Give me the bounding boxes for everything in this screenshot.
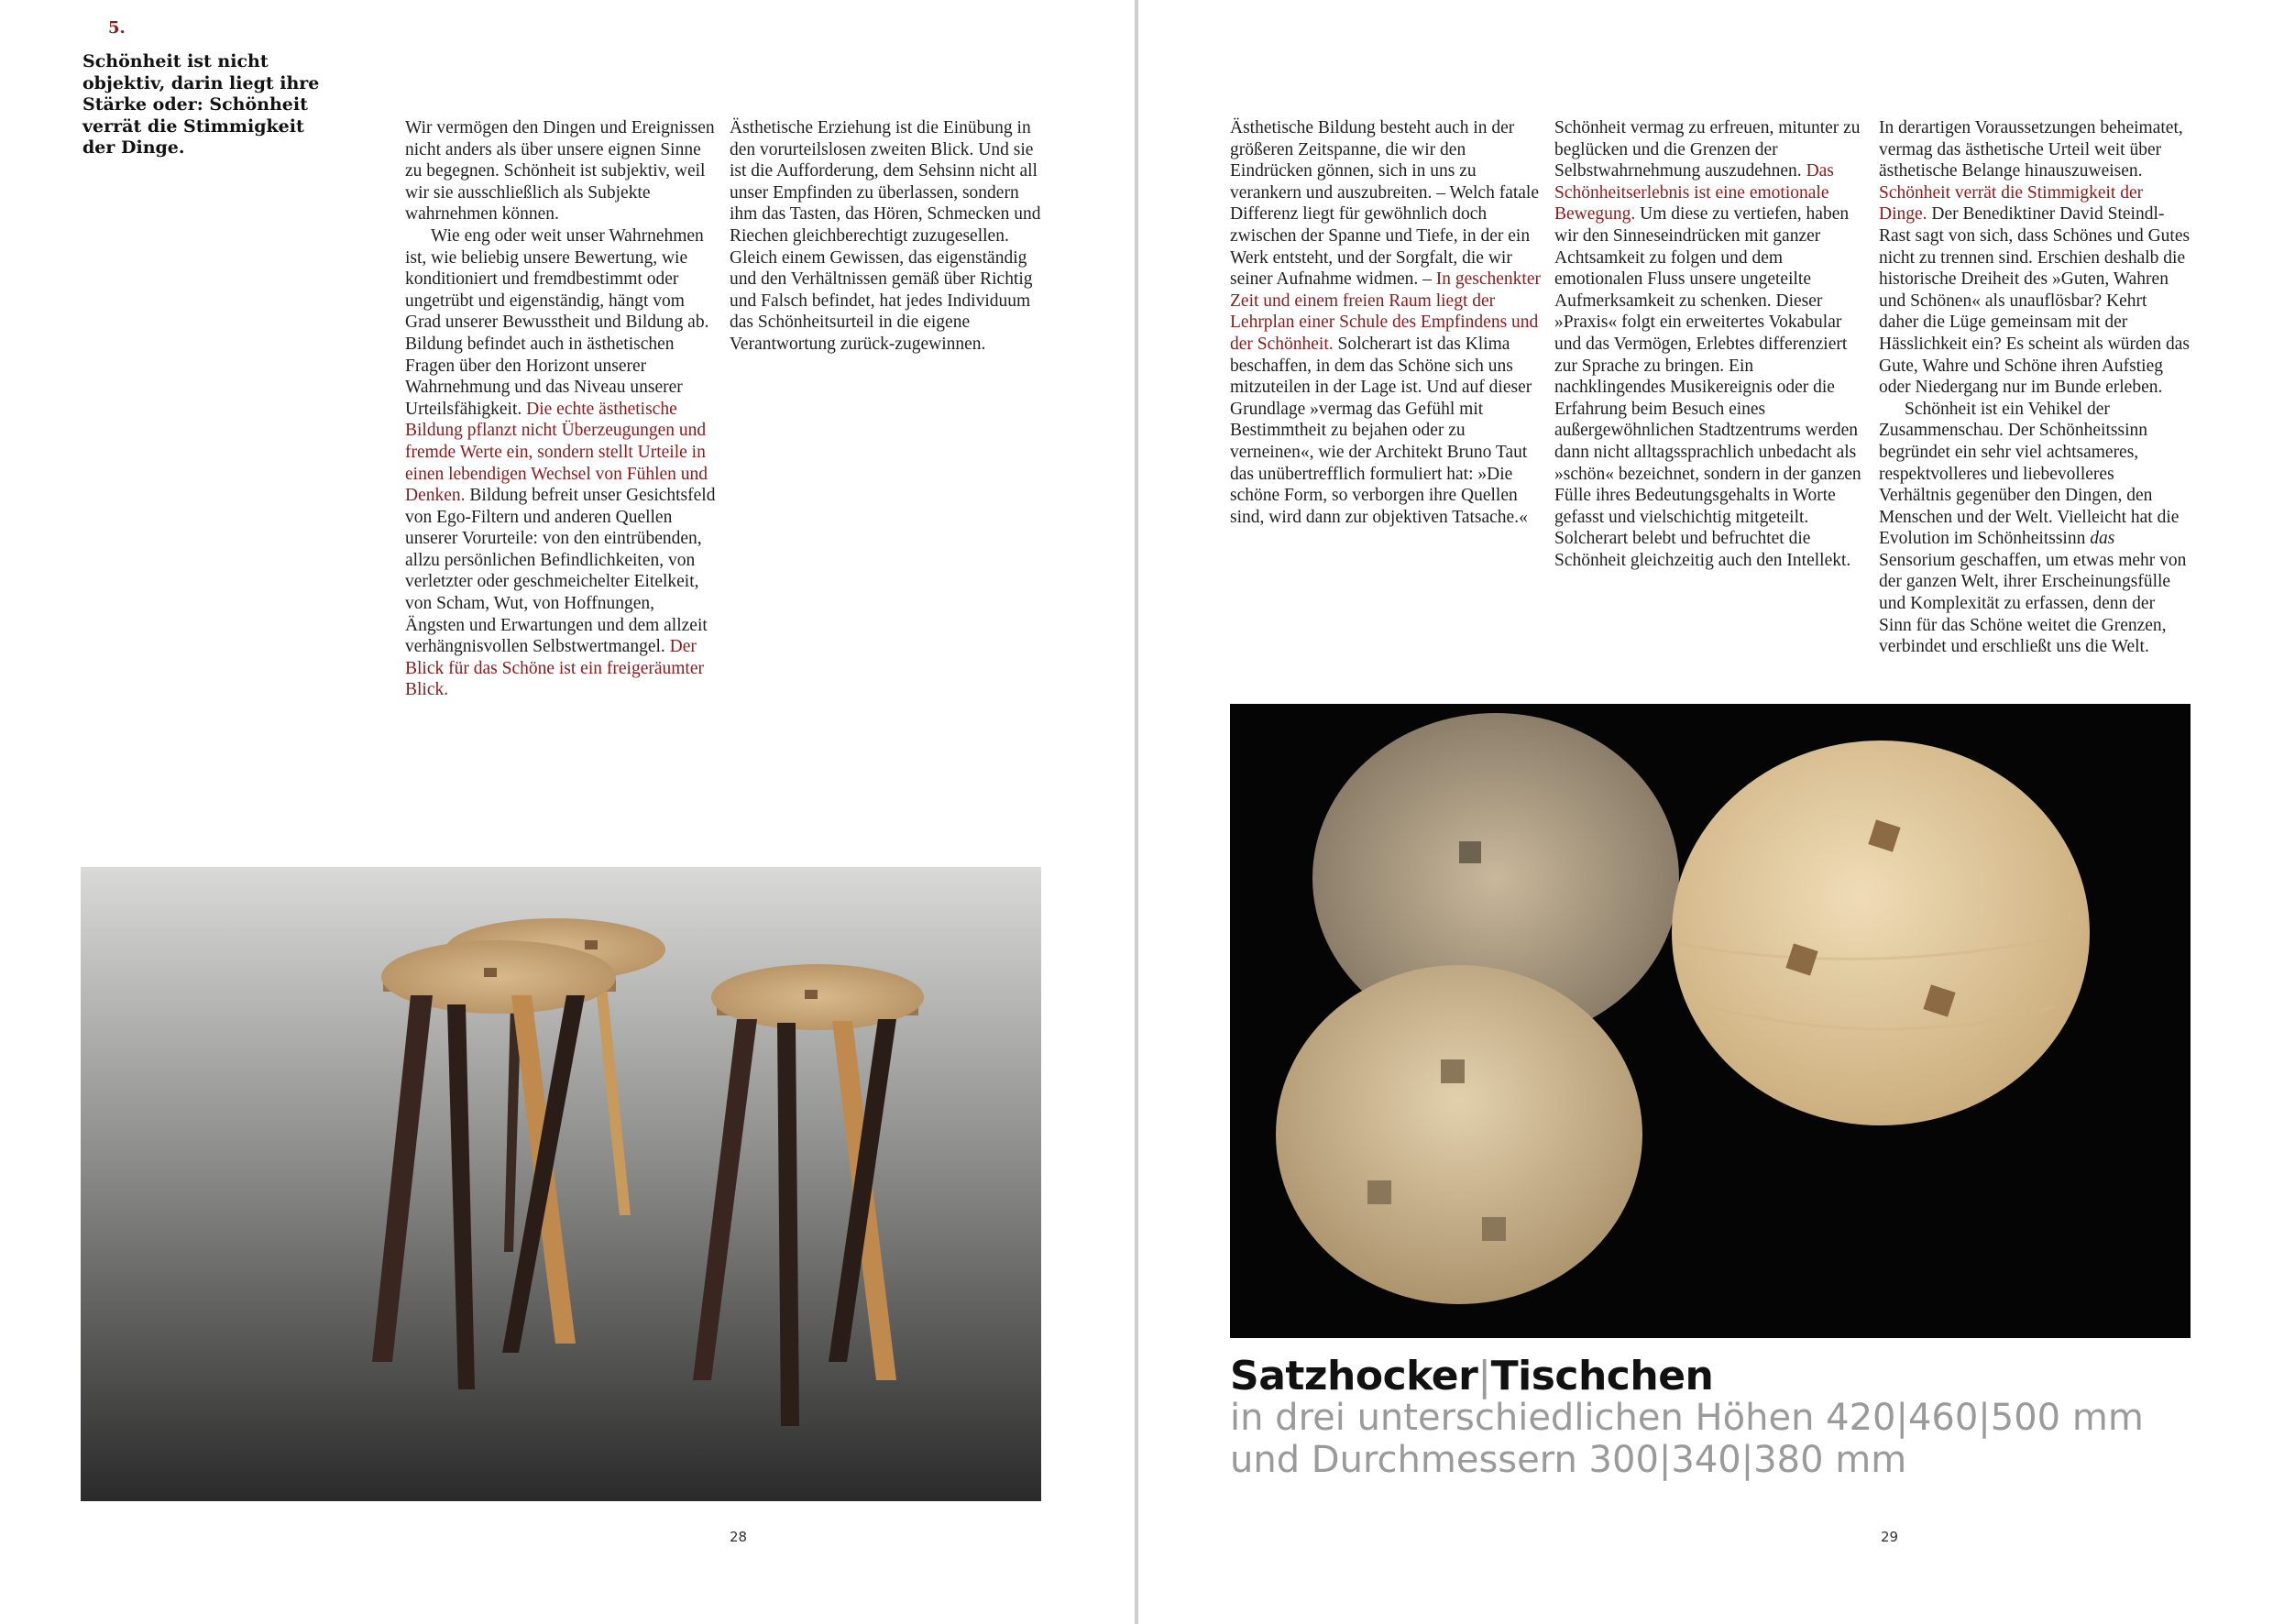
highlight-text: In geschenkter Zeit und einem freien Raum liegt der Lehrplan einer Schule des Empfindens und der Schönheit.	[1230, 269, 1541, 354]
section-number: 5.	[108, 18, 126, 38]
paragraph: Schönheit vermag zu erfreuen, mitunter zu beglücken und die Grenzen der Selbstwahrnehmung auszudehnen. Das Schönheitserlebnis ist eine emotionale Bewegung. Um diese zu vertiefen, haben wir den Sinneseindrücken mit ganzer Achtsamkeit zu folgen und dem emotionalen Fluss unsere ungeteilte Aufmerksamkeit zu schenken. Dieser »Praxis« folgt ein erweitertes Vokabular und das Vermögen, Erlebtes differenziert zur Sprache zu bringen. Ein nachklingendes Musikereignis oder die Erfahrung beim Besuch eines außergewöhnlichen Stadtzentrums werden dann nicht alltagssprachlich unbedacht als »schön« bezeichnet, sondern in der ganzen Fülle ihres Bedeutungsgehalts in Worte gefasst und vielschichtig mitgeteilt. Solcherart belebt und befruchtet die Schönheit gleichzeitig auch den Intellekt.	[1554, 118, 1861, 570]
paragraph: In derartigen Voraussetzungen beheimatet, vermag das ästhetische Urteil weit über ästhetische Belange hinauszuweisen. Schönheit verrät die Stimmigkeit der Dinge. Der Benediktiner David Steindl-Rast sagt von sich, dass Schönes und Gutes nicht zu trennen sind. Erschien deshalb die historische Dreiheit des »Guten, Wahren und Schönen« als unauflösbar? Kehrt daher die Lüge gemeinsam mit der Hässlichkeit ein? Es scheint als würden das Gute, Wahre und Schöne ihren Aufstieg oder Niedergang nur im Bunde erleben.	[1879, 118, 2191, 398]
highlight-text: Das Schönheitserlebnis ist eine emotionale Bewegung.	[1554, 161, 1834, 225]
text-column-right-3	[1879, 117, 2191, 658]
text-column-right-1	[1230, 117, 1542, 528]
paragraph: Wir vermögen den Dingen und Ereignissen nicht anders als über unsere eignen Sinne zu begegnen. Schönheit ist subjektiv, weil wir sie ausschließlich als Subjekte wahrnehmen können.	[405, 118, 715, 225]
paragraph: Ästhetische Bildung besteht auch in der größeren Zeitspanne, die wir den Eindrücken gönnen, sich in uns zu verankern und auszubreiten. – Welch fatale Differenz liegt für gewöhnlich doch zwischen der Spanne und Tiefe, in der ein Werk entsteht, und der Sorgfalt, die wir seiner Aufnahme widmen. – In geschenkter Zeit und einem freien Raum liegt der Lehrplan einer Schule des Empfindens und der Schönheit. Solcherart ist das Klima beschaffen, in dem das Schöne sich uns mitzuteilen in der Lage ist. Und auf dieser Grundlage »vermag das Gefühl mit Bestimmtheit zu bejahen oder zu verneinen«, wie der Architekt Bruno Taut das unübertrefflich formuliert hat: »Die schöne Form, so verborgen ihre Quellen sind, wird dann zur objektiven Tatsache.«	[1230, 118, 1541, 527]
page-number: 29	[1881, 1529, 1899, 1545]
stool-tops-photo	[1230, 704, 2191, 1338]
paragraph: Ästhetische Erziehung ist die Einübung in den vorurteilslosen zweiten Blick. Und sie ist die Aufforderung, dem Sehsinn nicht all unser Empfinden zu überlassen, sondern ihm das Tasten, das Hören, Schmecken und Riechen gleichberechtigt zuzugesellen. Gleich einem Gewissen, das eigenständig und den Verhältnissen gemäß über Richtig und Falsch befindet, hat jedes Individuum das Schönheitsurteil in die eigene Verantwortung zurück-zugewinnen.	[730, 118, 1041, 354]
paragraph: Schönheit ist ein Vehikel der Zusammenschau. Der Schönheitssinn begründet ein sehr viel achtsameres, respektvolleres und liebevolleres Verhältnis gegenüber den Dingen, den Menschen und der Welt. Vielleicht hat die Evolution im Schönheitssinn das Sensorium geschaffen, um etwas mehr von der ganzen Welt, ihrer Erscheinungsfülle und Komplexität zu erfassen, denn der Sinn für das Schöne weitet die Grenzen, verbindet und erschließt uns die Welt.	[1879, 399, 2187, 657]
highlight-text: Die echte ästhetische Bildung pflanzt nicht Überzeugungen und fremde Werte ein, sondern stellt Urteile in einen lebendigen Wechsel von Fühlen und Denken.	[405, 399, 708, 506]
stools-photo	[81, 867, 1041, 1501]
text-column-left-1	[405, 117, 717, 701]
text-column-left-2	[730, 117, 1041, 356]
page-left	[0, 0, 1135, 1624]
page-right	[1138, 0, 2273, 1624]
product-subtitle-line-1: in drei unterschiedlichen Höhen 420|460|500 mm	[1230, 1397, 2144, 1439]
product-title: Satzhocker|Tischchen	[1230, 1353, 1714, 1399]
highlight-text: Schönheit verrät die Stimmigkeit der Dinge.	[1879, 182, 2144, 225]
page-number: 28	[730, 1529, 748, 1545]
product-subtitle-line-2: und Durchmessern 300|340|380 mm	[1230, 1439, 1907, 1481]
paragraph: Wie eng oder weit unser Wahrnehmen ist, wie beliebig unsere Bewertung, wie konditioniert und fremdbestimmt oder ungetrübt und eigenständig, hängt vom Grad unserer Bewusstheit und Bildung ab. Bildung befindet auch in ästhetischen Fragen über den Horizont unserer Wahrnehmung und das Niveau unserer Urteilsfähigkeit. Die echte ästhetische Bildung pflanzt nicht Überzeugungen und fremde Werte ein, sondern stellt Urteile in einen lebendigen Wechsel von Fühlen und Denken. Bildung befreit unser Gesichtsfeld von Ego-Filtern und anderen Quellen unserer Vorurteile: von den eintrübenden, allzu persönlichen Befindlichkeiten, von verletzter oder geschmeichelter Eitelkeit, von Scham, Wut, von Hoffnungen, Ängsten und Erwartungen und dem allzeit verhängnisvollen Selbstwertmangel. Der Blick für das Schöne ist ein freigeräumter Blick.	[405, 225, 716, 700]
highlight-text: Der Blick für das Schöne ist ein freigeräumter Blick.	[405, 637, 704, 700]
section-title: Schönheit ist nicht objektiv, darin liegt ihre Stärke oder: Schönheit verrät die Stimmigkeit der Dinge.	[82, 51, 320, 158]
text-column-right-2	[1554, 117, 1866, 571]
